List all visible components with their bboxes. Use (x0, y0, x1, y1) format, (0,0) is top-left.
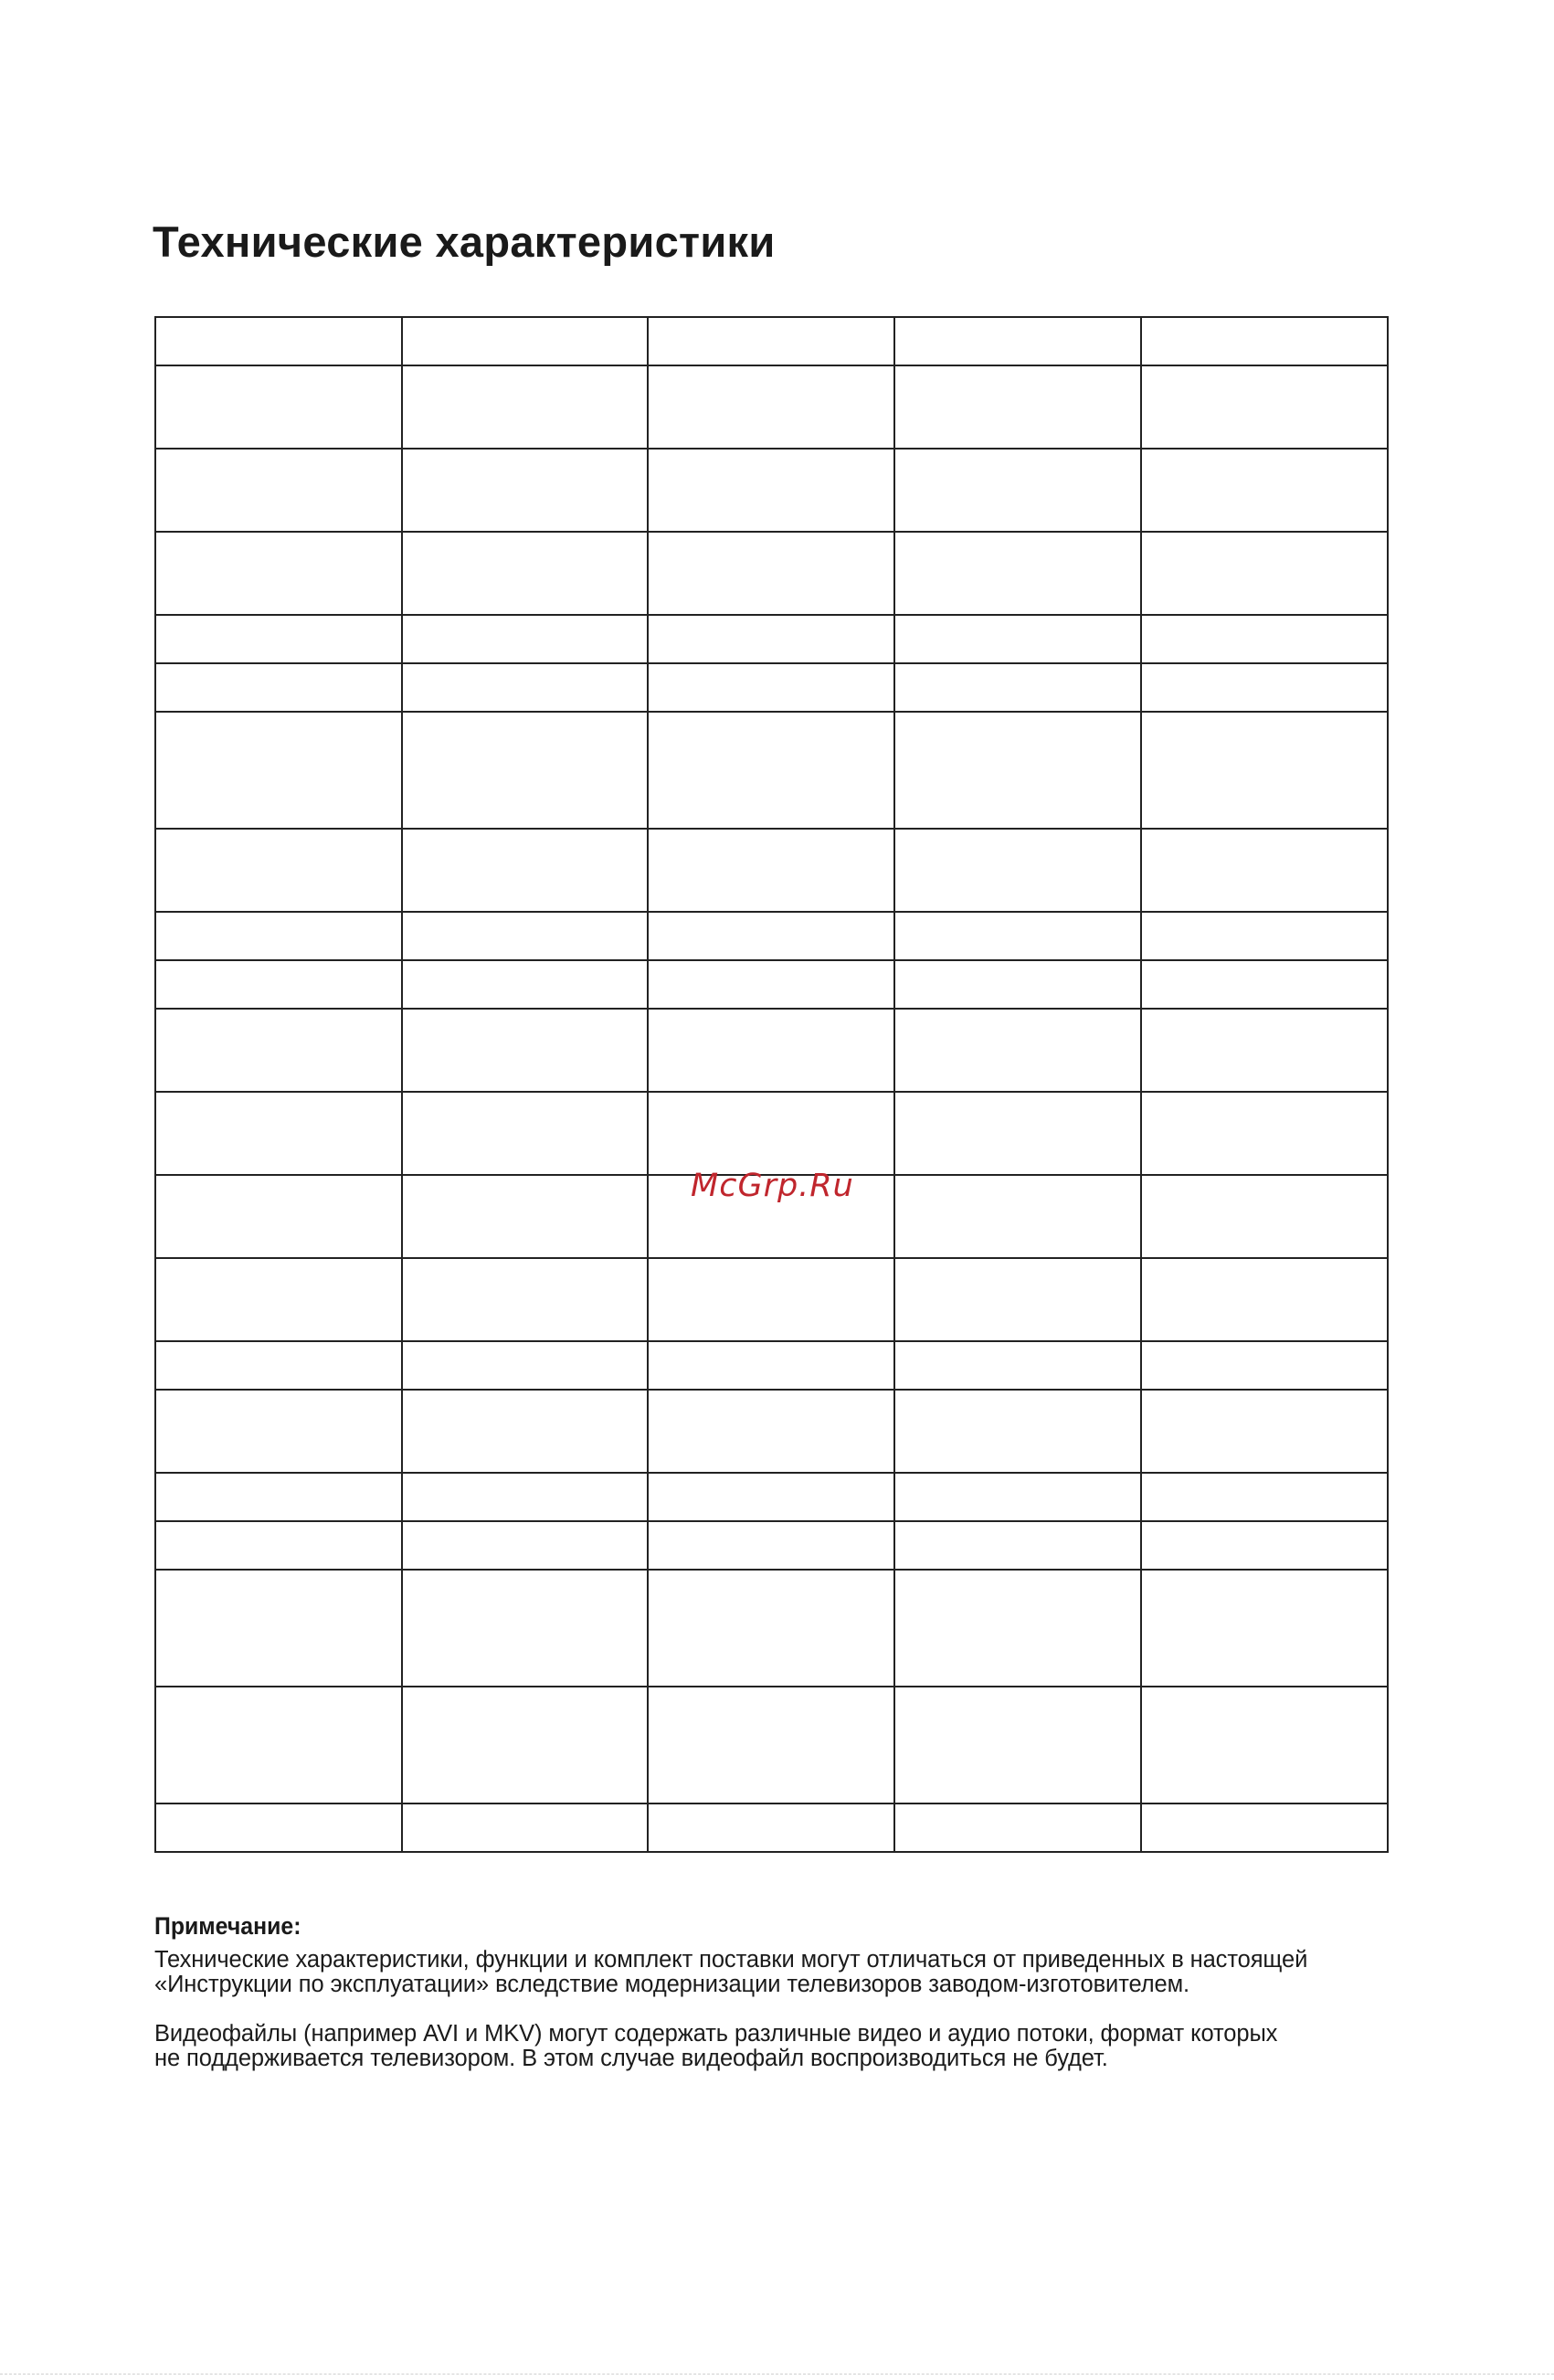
table-cell (894, 1009, 1141, 1092)
table-row (155, 449, 1388, 532)
table-cell (648, 960, 894, 1009)
table-cell (894, 1175, 1141, 1258)
specifications-table (154, 316, 1389, 1853)
table-cell (648, 1341, 894, 1390)
table-cell (894, 1521, 1141, 1570)
table-row (155, 615, 1388, 663)
table-cell (1141, 365, 1388, 449)
table-cell (155, 960, 402, 1009)
table-row (155, 365, 1388, 449)
table-cell (1141, 1804, 1388, 1852)
table-cell (648, 1521, 894, 1570)
note-title: Примечание: (154, 1912, 301, 1940)
table-cell (402, 317, 648, 365)
table-cell (648, 1009, 894, 1092)
table-cell (648, 532, 894, 615)
table-cell (402, 1804, 648, 1852)
table-cell (155, 829, 402, 912)
table-cell (155, 1258, 402, 1341)
table-row (155, 1473, 1388, 1521)
table-cell (894, 1092, 1141, 1175)
table-cell (648, 1570, 894, 1687)
table-cell (894, 449, 1141, 532)
note-line: Видеофайлы (например AVI и MKV) могут содержать различные видео и аудио потоки, формат которых (154, 2021, 1278, 2047)
table-cell (402, 663, 648, 712)
table-cell (402, 1687, 648, 1804)
table-row (155, 1390, 1388, 1473)
note-paragraph (154, 1948, 1452, 1997)
table-row (155, 1687, 1388, 1804)
table-cell (648, 1258, 894, 1341)
watermark: McGrp.Ru (691, 1168, 854, 1204)
table-cell (1141, 532, 1388, 615)
table-row (155, 960, 1388, 1009)
table-cell (402, 960, 648, 1009)
table-cell (648, 829, 894, 912)
table-cell (648, 912, 894, 960)
note-section (154, 1912, 1452, 2096)
table-cell (648, 1092, 894, 1175)
table-cell (1141, 449, 1388, 532)
table-cell (1141, 829, 1388, 912)
table-cell (155, 712, 402, 829)
table-cell (648, 365, 894, 449)
table-cell (155, 1092, 402, 1175)
table-cell (402, 1341, 648, 1390)
table-cell (894, 1341, 1141, 1390)
table-cell (1141, 1092, 1388, 1175)
page-bottom-divider (0, 2374, 1554, 2375)
table-cell (402, 829, 648, 912)
table-cell (155, 449, 402, 532)
table-cell (155, 365, 402, 449)
table-cell (155, 1175, 402, 1258)
table-row (155, 1521, 1388, 1570)
table-cell (1141, 1687, 1388, 1804)
table-row (155, 1092, 1388, 1175)
table-cell (155, 532, 402, 615)
table-cell (894, 1473, 1141, 1521)
table-cell (894, 532, 1141, 615)
table-cell (648, 663, 894, 712)
table-cell (648, 615, 894, 663)
table-cell (402, 365, 648, 449)
table-cell (402, 1092, 648, 1175)
table-cell (648, 712, 894, 829)
table-cell (1141, 1175, 1388, 1258)
table-cell (1141, 1570, 1388, 1687)
table-cell (402, 1521, 648, 1570)
table-cell (155, 1570, 402, 1687)
table-row (155, 1258, 1388, 1341)
table-cell (894, 615, 1141, 663)
specifications-table-body (155, 317, 1388, 1852)
table-cell (648, 1687, 894, 1804)
table-cell (155, 663, 402, 712)
table-cell (402, 1009, 648, 1092)
table-cell (648, 449, 894, 532)
table-cell (402, 1390, 648, 1473)
table-cell (1141, 317, 1388, 365)
note-line: не поддерживается телевизором. В этом случае видеофайл воспроизводиться не будет. (154, 2046, 1108, 2071)
table-cell (155, 1521, 402, 1570)
table-row (155, 912, 1388, 960)
table-cell (1141, 1521, 1388, 1570)
table-cell (155, 912, 402, 960)
table-row (155, 317, 1388, 365)
note-line: Технические характеристики, функции и комплект поставки могут отличаться от приведенных в настоящей (154, 1947, 1308, 1973)
table-row (155, 1570, 1388, 1687)
table-cell (402, 1175, 648, 1258)
table-cell (894, 1687, 1141, 1804)
table-cell (1141, 1258, 1388, 1341)
table-cell (894, 1258, 1141, 1341)
table-row (155, 712, 1388, 829)
table-cell (1141, 912, 1388, 960)
table-cell (155, 1009, 402, 1092)
table-cell (894, 912, 1141, 960)
table-cell (894, 1570, 1141, 1687)
table-cell (155, 1473, 402, 1521)
table-cell (402, 532, 648, 615)
table-cell (894, 1804, 1141, 1852)
table-row (155, 1341, 1388, 1390)
table-cell (894, 712, 1141, 829)
table-cell (1141, 663, 1388, 712)
table-row (155, 1804, 1388, 1852)
page-title: Технические характеристики (153, 217, 776, 266)
table-cell (894, 1390, 1141, 1473)
table-cell (155, 317, 402, 365)
note-line: «Инструкции по эксплуатации» вследствие модернизации телевизоров заводом-изготовителем. (154, 1972, 1190, 1997)
table-cell (155, 1687, 402, 1804)
table-cell (402, 912, 648, 960)
table-cell (648, 1473, 894, 1521)
table-cell (894, 663, 1141, 712)
table-cell (894, 365, 1141, 449)
table-cell (402, 1570, 648, 1687)
table-cell (894, 960, 1141, 1009)
note-paragraph (154, 2022, 1452, 2071)
table-cell (648, 1804, 894, 1852)
table-cell (1141, 712, 1388, 829)
table-row (155, 663, 1388, 712)
table-row (155, 829, 1388, 912)
table-cell (1141, 1009, 1388, 1092)
table-cell (402, 1473, 648, 1521)
table-cell (155, 1804, 402, 1852)
table-cell (155, 1341, 402, 1390)
table-cell (402, 615, 648, 663)
table-cell (1141, 615, 1388, 663)
table-cell (648, 317, 894, 365)
table-cell (402, 1258, 648, 1341)
table-cell (894, 829, 1141, 912)
table-row (155, 1009, 1388, 1092)
table-cell (648, 1390, 894, 1473)
table-cell (155, 1390, 402, 1473)
table-cell (1141, 1341, 1388, 1390)
table-cell (402, 449, 648, 532)
table-cell (1141, 960, 1388, 1009)
table-cell (1141, 1390, 1388, 1473)
table-cell (1141, 1473, 1388, 1521)
table-cell (155, 615, 402, 663)
table-row (155, 532, 1388, 615)
table-cell (402, 712, 648, 829)
table-cell (894, 317, 1141, 365)
